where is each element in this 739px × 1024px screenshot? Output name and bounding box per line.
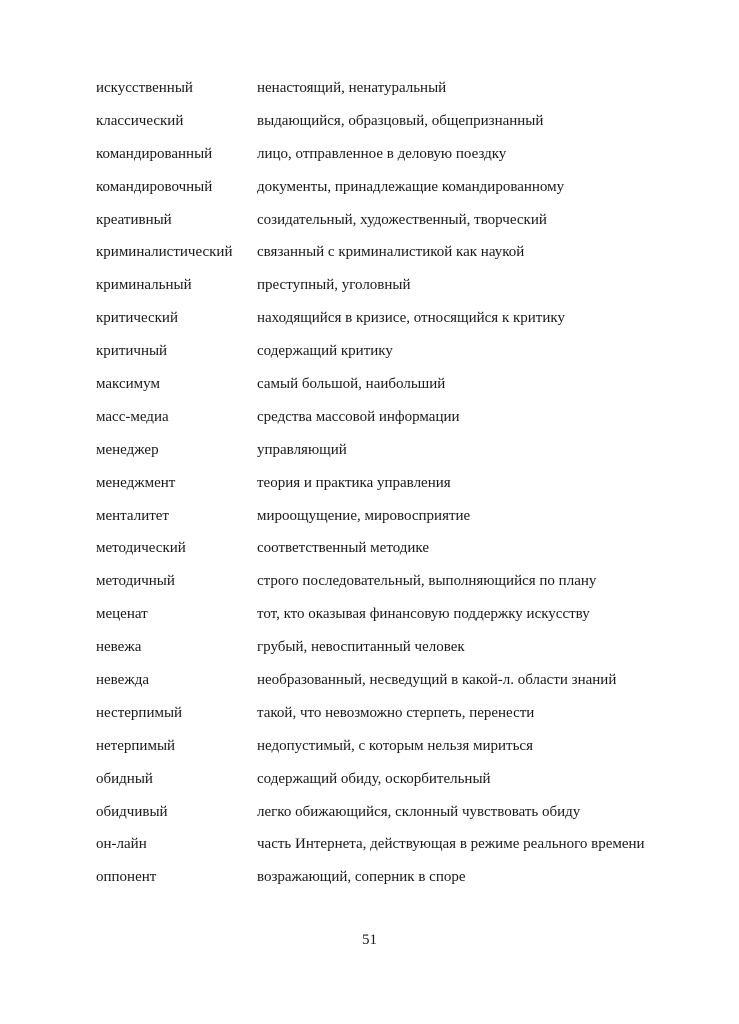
glossary-definition: необразованный, несведущий в какой-л. области знаний [257, 672, 617, 689]
glossary-term: методический [96, 540, 186, 557]
glossary-term: он-лайн [96, 836, 147, 853]
glossary-row [96, 78, 716, 111]
glossary-term: обидный [96, 770, 153, 787]
glossary-term: искусственный [96, 80, 193, 96]
glossary-definition: преступный, уголовный [257, 277, 411, 294]
glossary-row [96, 769, 716, 802]
glossary-definition: часть Интернета, действующая в режиме реального времени [257, 836, 645, 853]
glossary-definition: соответственный методике [257, 540, 429, 557]
glossary-row [96, 538, 716, 571]
glossary-term: командированный [96, 145, 213, 162]
glossary-row [96, 111, 716, 144]
glossary-definition: содержащий критику [257, 343, 393, 360]
glossary-definition: управляющий [257, 441, 347, 458]
glossary-definition: связанный с криминалистикой как наукой [257, 244, 525, 261]
glossary-row [96, 867, 716, 900]
glossary-row [96, 736, 716, 769]
glossary-row [96, 144, 716, 177]
glossary-definition: средства массовой информации [257, 408, 460, 425]
glossary-definition: возражающий, соперник в споре [257, 869, 466, 886]
glossary-term: менталитет [96, 507, 169, 524]
glossary-definition: документы, принадлежащие командированному [257, 178, 565, 195]
glossary-term: невежа [96, 639, 142, 656]
glossary-row [96, 637, 716, 670]
glossary-row [96, 407, 716, 440]
glossary-term: криминалистический [96, 244, 233, 261]
page-number: 51 [362, 932, 377, 948]
glossary-term: критический [96, 310, 178, 327]
glossary-term: креативный [96, 211, 172, 228]
glossary-term: нетерпимый [96, 737, 176, 754]
glossary-row [96, 604, 716, 637]
glossary-row [96, 210, 716, 243]
glossary-row [96, 506, 716, 539]
glossary-row [96, 308, 716, 341]
glossary-term: оппонент [96, 869, 157, 886]
glossary-row [96, 177, 716, 210]
glossary-term: классический [96, 112, 184, 129]
glossary-term: командировочный [96, 178, 213, 195]
glossary-definition: тот, кто оказывая финансовую поддержку искусству [257, 606, 590, 623]
glossary-term: менеджер [96, 441, 159, 458]
glossary-definition: мироощущение, мировосприятие [257, 507, 471, 524]
glossary-row [96, 571, 716, 604]
glossary-term: невежда [96, 672, 149, 689]
glossary-term: масс-медиа [96, 408, 169, 425]
glossary-row [96, 440, 716, 473]
glossary-term: критичный [96, 343, 168, 360]
glossary-definition: недопустимый, с которым нельзя мириться [257, 737, 533, 754]
glossary-definition: легко обижающийся, склонный чувствовать обиду [257, 803, 581, 820]
glossary-definition: строго последовательный, выполняющийся по плану [257, 573, 597, 590]
glossary-term: обидчивый [96, 803, 168, 820]
glossary-row [96, 834, 716, 867]
glossary-term: нестерпимый [96, 704, 183, 721]
glossary-definition: лицо, отправленное в деловую поездку [257, 145, 507, 162]
glossary-definition: теория и практика управления [257, 474, 451, 491]
glossary-term: менеджмент [96, 474, 176, 491]
glossary-list [96, 78, 716, 900]
glossary-definition: такой, что невозможно стерпеть, перенести [257, 704, 535, 721]
glossary-term: максимум [96, 376, 160, 393]
glossary-definition: созидательный, художественный, творческий [257, 211, 547, 228]
glossary-definition: ненастоящий, ненатуральный [257, 80, 447, 96]
glossary-row [96, 242, 716, 275]
glossary-term: криминальный [96, 277, 192, 294]
glossary-term: методичный [96, 573, 175, 590]
glossary-definition: выдающийся, образцовый, общепризнанный [257, 112, 544, 129]
glossary-row [96, 341, 716, 374]
glossary-row [96, 802, 716, 835]
glossary-definition: содержащий обиду, оскорбительный [257, 770, 491, 787]
glossary-row [96, 703, 716, 736]
glossary-row [96, 275, 716, 308]
glossary-row [96, 473, 716, 506]
glossary-definition: грубый, невоспитанный человек [257, 639, 465, 656]
glossary-row [96, 374, 716, 407]
glossary-definition: самый большой, наибольший [257, 376, 446, 393]
glossary-definition: находящийся в кризисе, относящийся к критику [257, 310, 565, 327]
glossary-row [96, 670, 716, 703]
glossary-term: меценат [96, 606, 148, 623]
